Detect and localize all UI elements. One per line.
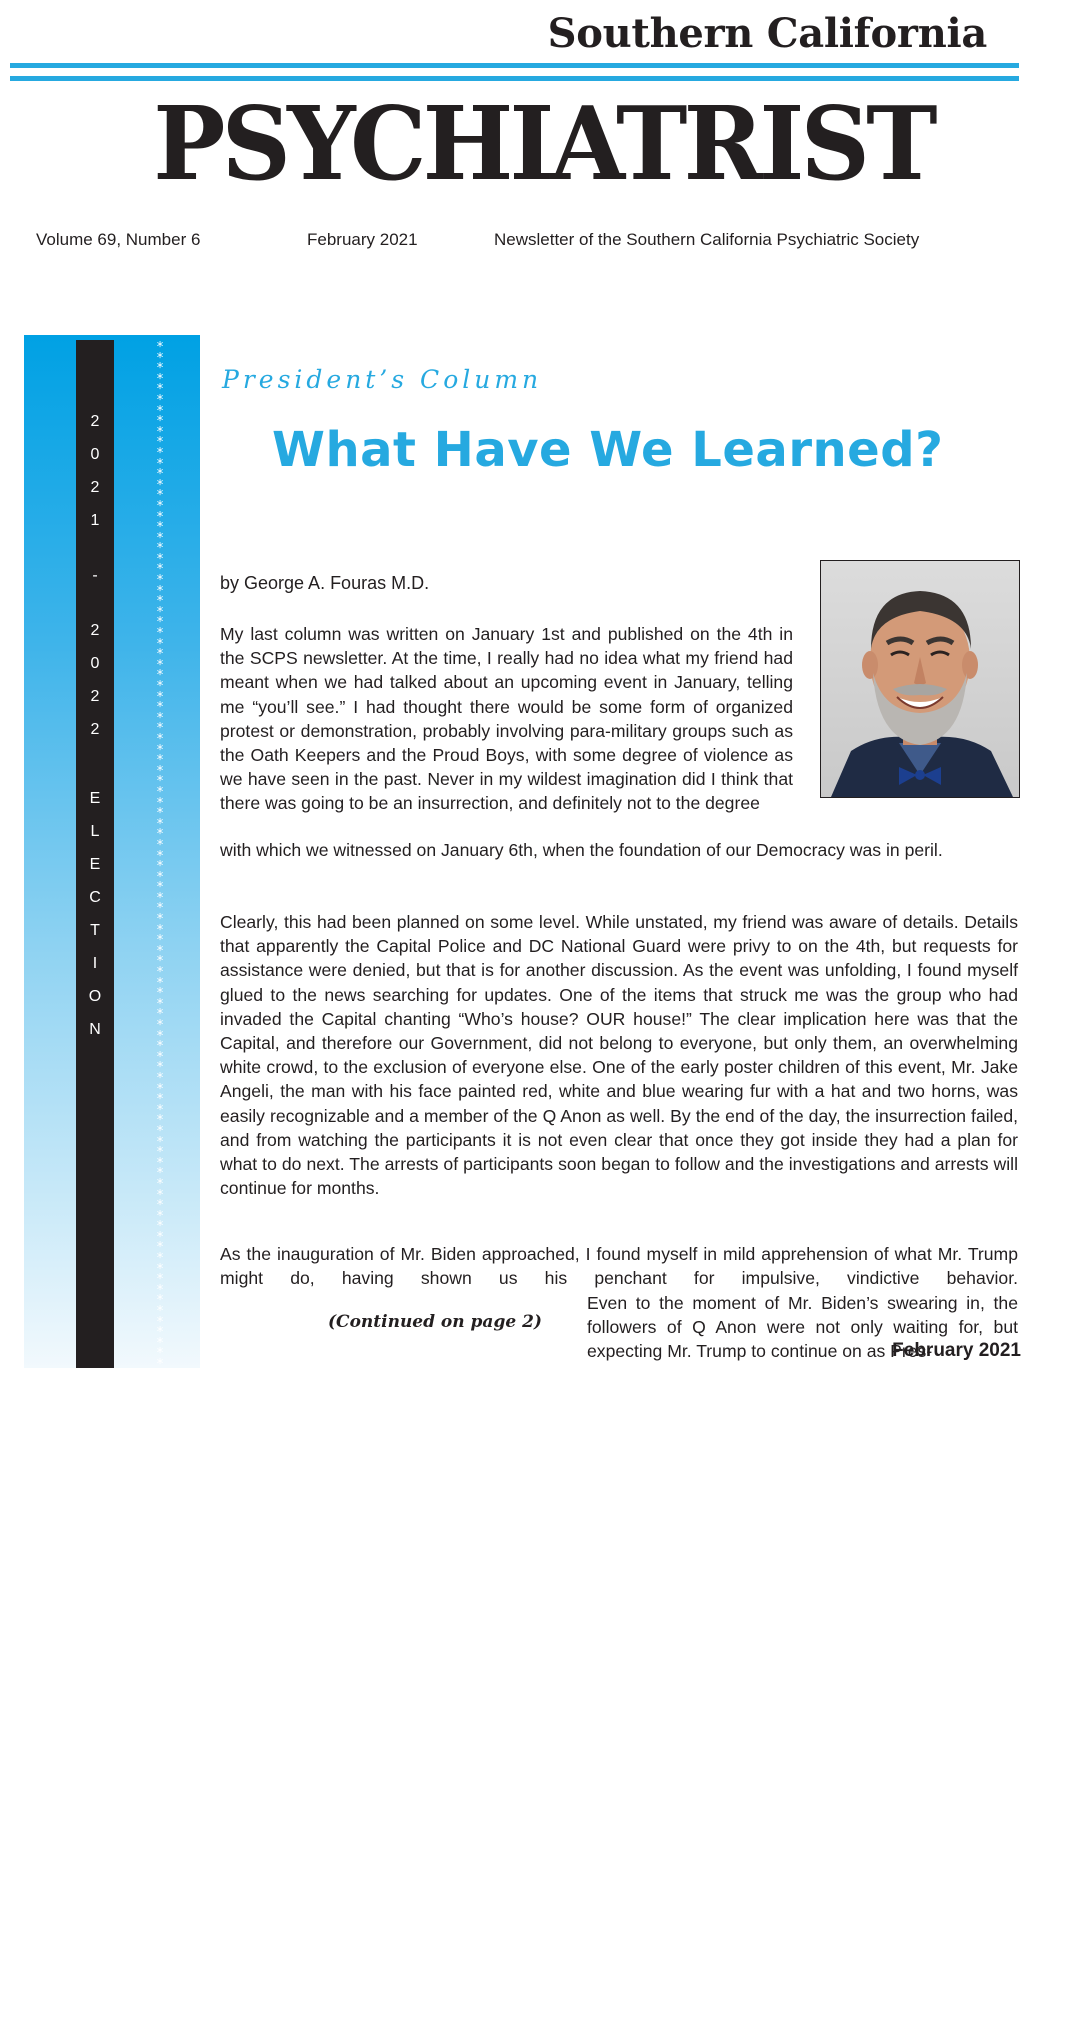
star-column: * * * * * * * * * * * * * * * * * * * * * * * * * * * * * * * * * * * * * * * * * * * * * * * * * * * * * * * * * * * * * * * * * * * * * * * * * * * * * * * * * * * * * * * * * * * * * * * * * * * * * * * * * * * * * * * * * * * * * * * * * * * * * * * * * * * * * * * * * * * * * * * * * * * * * * * * * * * * * * *: [156, 340, 164, 2029]
article-paragraph: My last column was written on January 1st and published on the 4th in the SCPS newsletter. At the time, I really had no idea what my friend had meant when we had talked about an upcoming event in January, telling me “you’ll see.” I had thought there would be some form of organized protest or demonstration, probably involving para-military groups such as the Oath Keepers and the Proud Boys, with some degree of violence as we have seen in the past. Never in my wildest imagination did I think that there was going to be an insurrection, and definitely not to the degree: [220, 624, 793, 814]
newsletter-tagline: Newsletter of the Southern California Psychiatric Society: [494, 230, 920, 249]
sidebar-char: O: [88, 988, 102, 1005]
column-kicker: President’s Column: [222, 365, 543, 394]
author-photo: [820, 560, 1020, 798]
sidebar-char: E: [89, 790, 101, 807]
footer-issue-date: February 2021: [892, 1340, 1021, 1361]
article-paragraph: Clearly, this had been planned on some level. While unstated, my friend was aware of details. Details that apparently the Capital Police and DC National Guard were privy to on the 4th, but requests for assistance were denied, but that is for another discussion. As the event was unfolding, I found myself glued to the news searching for updates. One of the items that struck me was the group who had invaded the Capital chanting “Who’s house? OUR house!” The clear implication here was that the Capital, and therefore our Government, did not belong to everyone, but only them, an overwhelming white crowd, to the exclusion of everyone else. One of the early poster children of this event, Mr. Jake Angeli, the man with his face painted red, white and blue wearing fur with a hat and two horns, was easily recognizable and a member of the Q Anon as well. By the end of the day, the insurrection failed, and from watching the participants it is not even clear that once they got inside they had a plan for what to do next. The arrests of participants soon began to follow and the investigations and arrests will continue for months.: [220, 912, 1018, 1199]
sidebar-char: T: [90, 922, 100, 939]
election-vertical-text: [76, 405, 114, 1046]
author-portrait-icon: [821, 561, 1019, 797]
article-paragraph-continued: Even to the moment of Mr. Biden’s swearing in, the followers of Q Anon were not only waiting for, but expecting Mr. Trump to continue on as Pres-: [587, 1293, 1018, 1362]
article-paragraph: As the inauguration of Mr. Biden approached, I found myself in mild apprehension of what Mr. Trump might do, having shown us his penchant for impulsive, vindictive behavior.: [220, 1244, 1018, 1289]
sidebar-char: 2: [90, 479, 100, 496]
sidebar-char: L: [90, 823, 100, 840]
sidebar-char: 0: [90, 655, 100, 672]
article-paragraph: with which we witnessed on January 6th, when the foundation of our Democracy was in peril.: [220, 840, 943, 860]
article-byline: by George A. Fouras M.D.: [220, 573, 430, 593]
sidebar-char: 2: [90, 688, 100, 705]
masthead-title: PSYCHIATRIST: [153, 84, 934, 203]
issue-date: February 2021: [307, 230, 418, 249]
sidebar-char: 1: [90, 512, 100, 529]
sidebar-char: 2: [90, 721, 100, 738]
continued-on-page-link[interactable]: (Continued on page 2): [328, 1312, 542, 1332]
masthead-region: Southern California: [547, 10, 987, 57]
article-headline: What Have We Learned?: [272, 422, 944, 478]
sidebar-char: 2: [90, 622, 100, 639]
sidebar-char: E: [89, 856, 101, 873]
sidebar-char: 0: [90, 446, 100, 463]
sidebar-char: I: [92, 955, 98, 972]
sidebar-char: -: [92, 567, 98, 584]
sidebar-char: C: [89, 889, 101, 906]
sidebar-char: N: [89, 1021, 101, 1038]
volume-number: Volume 69, Number 6: [36, 230, 201, 249]
sidebar-char: 2: [90, 413, 100, 430]
masthead-rule-top: [10, 63, 1019, 68]
